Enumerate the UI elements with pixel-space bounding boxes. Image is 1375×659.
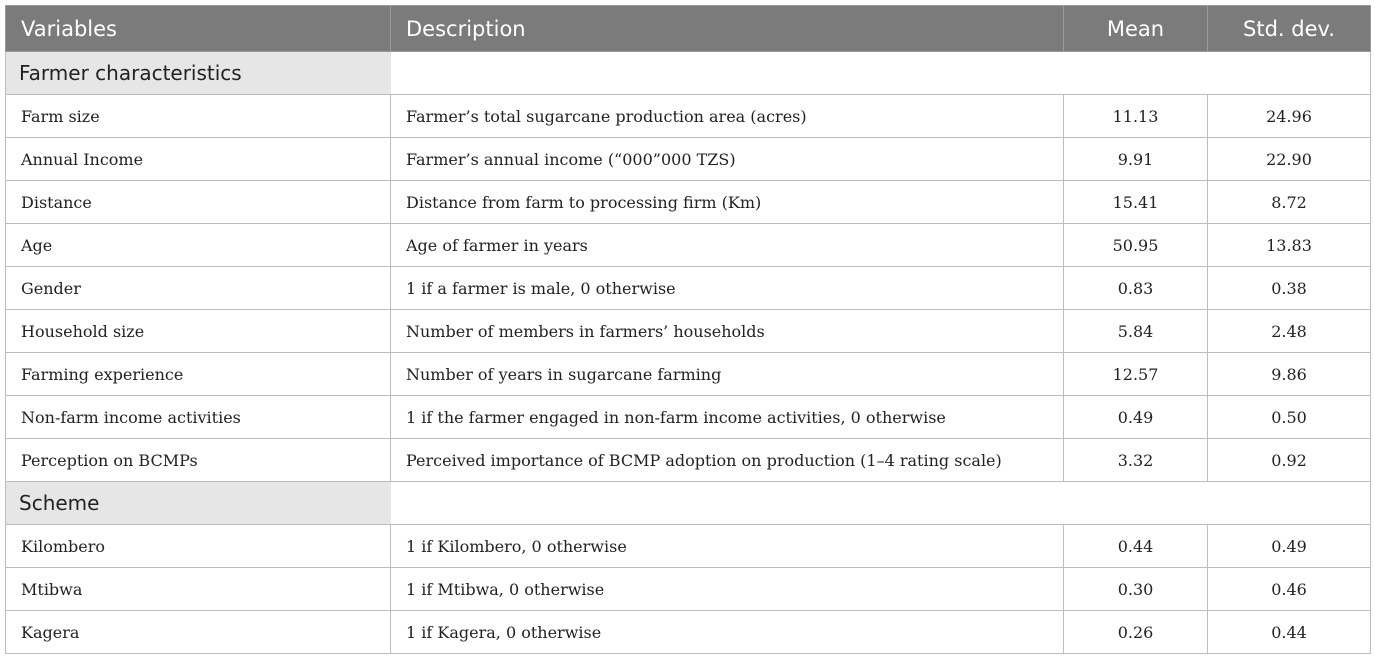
table-header [6, 6, 1371, 52]
header-std-dev: Std. dev. [1208, 6, 1371, 52]
cell-mean: 0.26 [1064, 611, 1208, 654]
header-description: Description [391, 6, 1064, 52]
cell-std-dev: 22.90 [1208, 138, 1371, 181]
table-row [6, 95, 1371, 138]
cell-variable: Perception on BCMPs [6, 439, 391, 482]
table-row [6, 267, 1371, 310]
cell-variable: Age [6, 224, 391, 267]
table-body [6, 52, 1371, 654]
cell-variable: Kilombero [6, 525, 391, 568]
cell-std-dev: 0.44 [1208, 611, 1371, 654]
cell-std-dev: 0.92 [1208, 439, 1371, 482]
cell-mean: 50.95 [1064, 224, 1208, 267]
cell-mean: 0.44 [1064, 525, 1208, 568]
cell-variable: Farm size [6, 95, 391, 138]
cell-description: 1 if the farmer engaged in non-farm income activities, 0 otherwise [391, 396, 1064, 439]
table-row [6, 611, 1371, 654]
table-row [6, 525, 1371, 568]
cell-variable: Farming experience [6, 353, 391, 396]
header-row [6, 6, 1371, 52]
table-row [6, 181, 1371, 224]
cell-mean: 12.57 [1064, 353, 1208, 396]
section-row-farmer-characteristics [6, 52, 1371, 95]
cell-description: 1 if Kilombero, 0 otherwise [391, 525, 1064, 568]
table-row [6, 138, 1371, 181]
cell-variable: Non-farm income activities [6, 396, 391, 439]
cell-mean: 3.32 [1064, 439, 1208, 482]
cell-mean: 11.13 [1064, 95, 1208, 138]
section-row-scheme [6, 482, 1371, 525]
cell-std-dev: 9.86 [1208, 353, 1371, 396]
table-row [6, 396, 1371, 439]
cell-mean: 15.41 [1064, 181, 1208, 224]
cell-description: Farmer’s annual income (“000”000 TZS) [391, 138, 1064, 181]
cell-variable: Kagera [6, 611, 391, 654]
section-title: Farmer characteristics [6, 52, 391, 95]
cell-description: 1 if Kagera, 0 otherwise [391, 611, 1064, 654]
cell-std-dev: 0.49 [1208, 525, 1371, 568]
cell-std-dev: 24.96 [1208, 95, 1371, 138]
cell-std-dev: 0.50 [1208, 396, 1371, 439]
cell-description: Number of years in sugarcane farming [391, 353, 1064, 396]
cell-description: 1 if Mtibwa, 0 otherwise [391, 568, 1064, 611]
cell-description: Number of members in farmers’ households [391, 310, 1064, 353]
cell-mean: 0.83 [1064, 267, 1208, 310]
cell-description: Perceived importance of BCMP adoption on production (1–4 rating scale) [391, 439, 1064, 482]
cell-description: Farmer’s total sugarcane production area (acres) [391, 95, 1064, 138]
table-row [6, 439, 1371, 482]
cell-variable: Gender [6, 267, 391, 310]
section-fill [391, 482, 1371, 525]
variables-table [5, 5, 1371, 654]
cell-mean: 9.91 [1064, 138, 1208, 181]
table-row [6, 310, 1371, 353]
cell-mean: 5.84 [1064, 310, 1208, 353]
cell-std-dev: 8.72 [1208, 181, 1371, 224]
cell-description: Distance from farm to processing firm (Km) [391, 181, 1064, 224]
cell-std-dev: 0.46 [1208, 568, 1371, 611]
cell-std-dev: 13.83 [1208, 224, 1371, 267]
cell-variable: Distance [6, 181, 391, 224]
cell-variable: Mtibwa [6, 568, 391, 611]
cell-description: Age of farmer in years [391, 224, 1064, 267]
cell-std-dev: 2.48 [1208, 310, 1371, 353]
section-title: Scheme [6, 482, 391, 525]
cell-std-dev: 0.38 [1208, 267, 1371, 310]
cell-variable: Annual Income [6, 138, 391, 181]
cell-mean: 0.49 [1064, 396, 1208, 439]
header-mean: Mean [1064, 6, 1208, 52]
cell-variable: Household size [6, 310, 391, 353]
section-fill [391, 52, 1371, 95]
cell-description: 1 if a farmer is male, 0 otherwise [391, 267, 1064, 310]
table-row [6, 353, 1371, 396]
table-row [6, 568, 1371, 611]
header-variables: Variables [6, 6, 391, 52]
cell-mean: 0.30 [1064, 568, 1208, 611]
table-row [6, 224, 1371, 267]
